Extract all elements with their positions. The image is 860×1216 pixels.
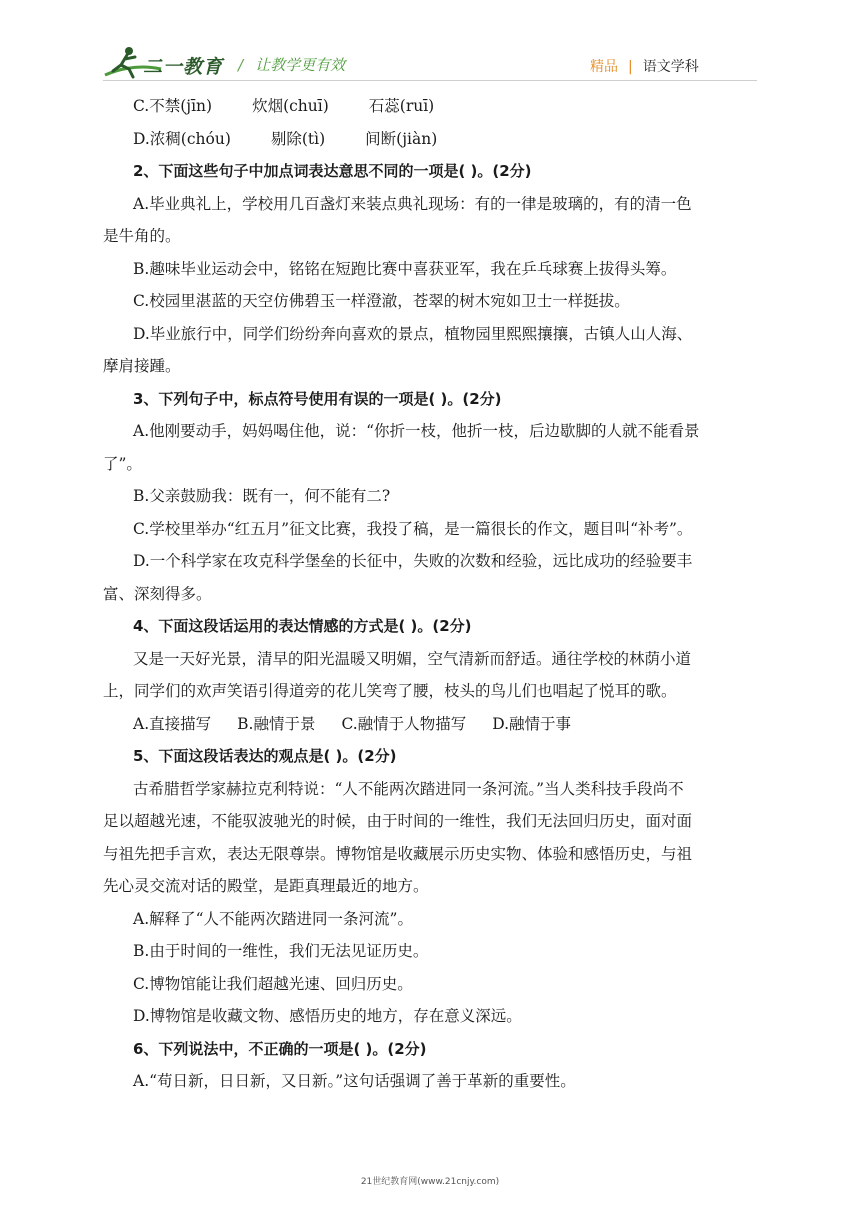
option-part: 剔除(tì) — [270, 129, 326, 148]
answer-option — [103, 90, 763, 123]
text-line: 了”。 — [103, 454, 142, 473]
text-line: A.毕业典礼上，学校用几百盏灯来装点典礼现场：有的一律是玻璃的，有的清一色 — [133, 194, 692, 213]
page-footer: 21世纪教育网(www.21cnjy.com) — [360, 1177, 500, 1187]
logo-text: 二一教育 — [143, 56, 224, 78]
text-line: 富、深刻得多。 — [103, 584, 212, 603]
answer-option: B.父亲鼓励我：既有一，何不能有二? — [133, 487, 391, 505]
answer-option: A.解释了“人不能两次踏进同一条河流”。 — [133, 909, 413, 928]
slogan-text: 让教学更有效 — [255, 56, 346, 74]
option-part: C.不禁(jīn) — [133, 97, 213, 115]
answer-option: C.学校里举办“红五月”征文比赛，我投了稿，是一篇很长的作文，题目叫“补考”。 — [133, 519, 693, 538]
answer-option — [103, 123, 763, 156]
answer-option: B.趣味毕业运动会中，铭铭在短跑比赛中喜获亚军，我在乒乓球赛上拔得头筹。 — [133, 259, 677, 278]
subject-label: 语文学科 — [642, 59, 699, 75]
question-heading: 3、下列句子中，标点符号使用有误的一项是( )。(2分) — [133, 389, 502, 408]
option-part: D.融情于事 — [492, 714, 572, 733]
exam-content — [103, 90, 763, 1098]
quality-label: 精品 — [590, 59, 618, 75]
text-line: 摩肩接踵。 — [103, 357, 181, 375]
text-line: D.毕业旅行中，同学们纷纷奔向喜欢的景点，植物园里熙熙攘攘，古镇人山人海、 — [133, 324, 693, 343]
option-part: 炊烟(chuī) — [252, 97, 329, 115]
text-line: 先心灵交流对话的殿堂，是距真理最近的地方。 — [103, 877, 429, 895]
header-badge: 精品 | 语文学科 — [590, 59, 699, 75]
answer-option: C.博物馆能让我们超越光速、回归历史。 — [133, 974, 413, 993]
answer-option: A.“苟日新，日日新，又日新。”这句话强调了善于革新的重要性。 — [133, 1072, 576, 1090]
option-part: C.融情于人物描写 — [341, 714, 467, 733]
text-line: 古希腊哲学家赫拉克利特说：“人不能两次踏进同一条河流。”当人类科技手段尚不 — [133, 779, 684, 798]
header-divider — [103, 80, 757, 81]
text-line: 上，同学们的欢声笑语引得道旁的花儿笑弯了腰，枝头的鸟儿们也唱起了悦耳的歌。 — [103, 682, 677, 700]
option-part: 石蕊(ruī) — [368, 97, 435, 115]
text-line: A.他刚要动手，妈妈喝住他，说：“你折一枝，他折一枝，后边歇脚的人就不能看景 — [133, 422, 700, 440]
answer-option: C.校园里湛蓝的天空仿佛碧玉一样澄澈，苍翠的树木宛如卫士一样挺拔。 — [133, 292, 630, 310]
option-part: B.融情于景 — [237, 714, 316, 733]
answer-option: D.博物馆是收藏文物、感悟历史的地方，存在意义深远。 — [133, 1007, 522, 1025]
question-heading: 5、下面这段话表达的观点是( )。(2分) — [133, 747, 397, 765]
text-line: 足以超越光速，不能驭波驰光的时候，由于时间的一维性，我们无法回归历史，面对面 — [103, 812, 693, 830]
answer-option: B.由于时间的一维性，我们无法见证历史。 — [133, 942, 429, 960]
slogan: / 让教学更有效 — [238, 56, 346, 74]
answer-option — [103, 708, 763, 741]
text-line: 是牛角的。 — [103, 227, 181, 245]
option-part: A.直接描写 — [133, 714, 212, 733]
option-part: D.浓稠(chóu) — [133, 129, 231, 148]
question-heading: 2、下面这些句子中加点词表达意思不同的一项是( )。(2分) — [133, 162, 532, 180]
page-header — [0, 0, 860, 88]
text-line: 与祖先把手言欢，表达无限尊崇。博物馆是收藏展示历史实物、体验和感悟历史，与祖 — [103, 844, 693, 863]
text-line: D.一个科学家在攻克科学堡垒的长征中，失败的次数和经验，远比成功的经验要丰 — [133, 552, 693, 570]
text-line: 又是一天好光景，清早的阳光温暖又明媚，空气清新而舒适。通往学校的林荫小道 — [133, 649, 692, 668]
question-heading: 6、下列说法中，不正确的一项是( )。(2分) — [133, 1039, 427, 1058]
option-part: 间断(jiàn) — [365, 129, 438, 148]
question-heading: 4、下面这段话运用的表达情感的方式是( )。(2分) — [133, 617, 472, 635]
